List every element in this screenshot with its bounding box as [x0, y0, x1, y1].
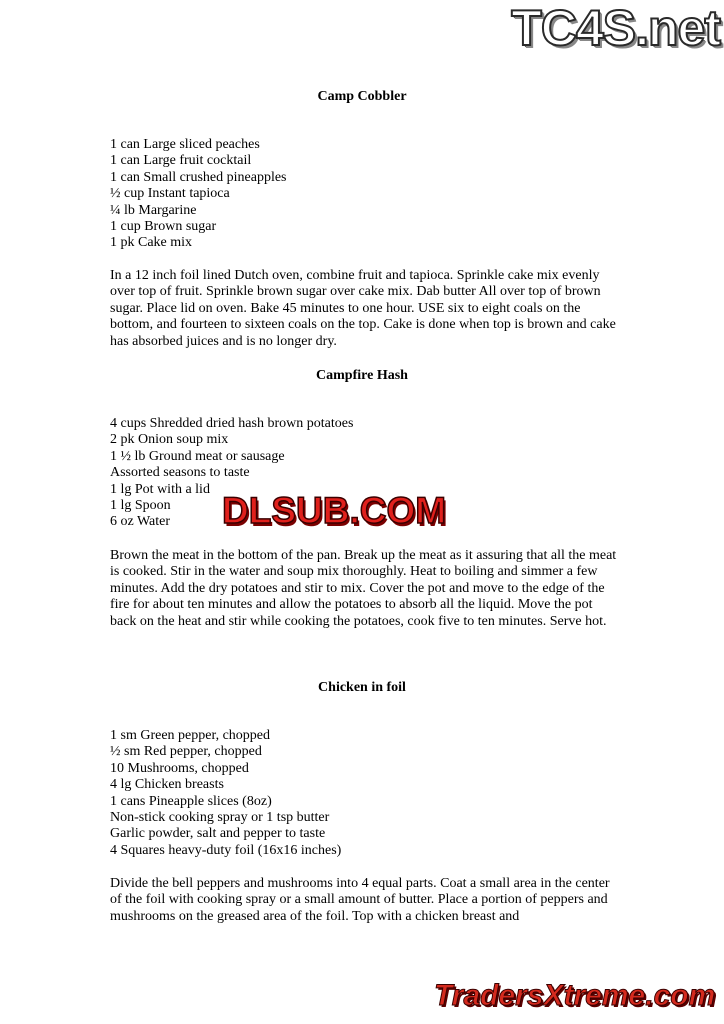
ingredient-line: 1 cans Pineapple slices (8oz) — [110, 793, 272, 809]
ingredient-line: Non-stick cooking spray or 1 tsp butter — [110, 810, 330, 826]
ingredient-line: 4 Squares heavy-duty foil (16x16 inches) — [110, 842, 342, 858]
ingredient-line: ¼ lb Margarine — [110, 202, 197, 218]
ingredient-line: 1 pk Cake mix — [110, 235, 193, 251]
ingredient-line: 1 lg Pot with a lid — [110, 481, 210, 497]
watermark-logo-bottom: TradersXtreme.com — [434, 979, 716, 1012]
ingredient-line: Garlic powder, salt and pepper to taste — [110, 826, 326, 842]
watermark-logo-middle: DLSUB.COM — [222, 490, 447, 531]
ingredient-line: 1 sm Green pepper, chopped — [110, 728, 270, 743]
watermark-logo-top: TC4S.net — [511, 0, 720, 56]
instructions-paragraph: Brown the meat in the bottom of the pan. Break up the meat as it assuring that all the meat is cooked. Stir in the water and soup mix thoroughly. Heat to boiling and simmer a few minutes. Add the dry potatoes and stir to mix. Cover the pot and move to the edge of the fire for about ten minutes and allow the potatoes to absorb all the liquid. Move the pot back on the heat and stir while cooking the potatoes, cook five to ten minutes. Serve hot. — [110, 548, 617, 629]
ingredient-line: 4 lg Chicken breasts — [110, 777, 224, 793]
ingredient-line: 1 can Large fruit cocktail — [110, 153, 252, 169]
ingredient-line: 1 cup Brown sugar — [110, 219, 217, 235]
recipe-title: Campfire Hash — [316, 368, 408, 383]
instructions-paragraph: In a 12 inch foil lined Dutch oven, combine fruit and tapioca. Sprinkle cake mix evenly over top of fruit. Sprinkle brown sugar over cake mix. Dab butter All over top of brown sugar. Place lid on oven. Bake 45 minutes to one hour. USE six to eight coals on the bottom, and fourteen to sixteen coals on the top. Cake is done when top is brown and cake has absorbed juices and is no longer dry. — [110, 268, 616, 349]
ingredient-list — [110, 137, 630, 252]
recipe-title: Camp Cobbler — [317, 89, 407, 104]
ingredient-line: 6 oz Water — [110, 514, 171, 530]
ingredient-line: 1 can Large sliced peaches — [110, 137, 260, 152]
ingredient-line: Assorted seasons to taste — [110, 465, 250, 481]
ingredient-line: 1 ½ lb Ground meat or sausage — [110, 448, 285, 464]
ingredient-line: 10 Mushrooms, chopped — [110, 760, 249, 776]
ingredient-line: 1 lg Spoon — [110, 498, 171, 514]
ingredient-line: 4 cups Shredded dried hash brown potatoes — [110, 416, 354, 431]
ingredient-line: ½ sm Red pepper, chopped — [110, 744, 262, 760]
ingredient-line: ½ cup Instant tapioca — [110, 186, 230, 202]
ingredient-list — [110, 728, 630, 859]
ingredient-line: 1 can Small crushed pineapples — [110, 169, 287, 185]
recipe-title: Chicken in foil — [318, 680, 406, 695]
instructions-paragraph: Divide the bell peppers and mushrooms into 4 equal parts. Coat a small area in the center of the foil with cooking spray or a small amount of butter. Place a portion of peppers and mushrooms on the greased area of the foil. Top with a chicken breast and — [110, 876, 610, 924]
ingredient-line: 2 pk Onion soup mix — [110, 432, 229, 448]
